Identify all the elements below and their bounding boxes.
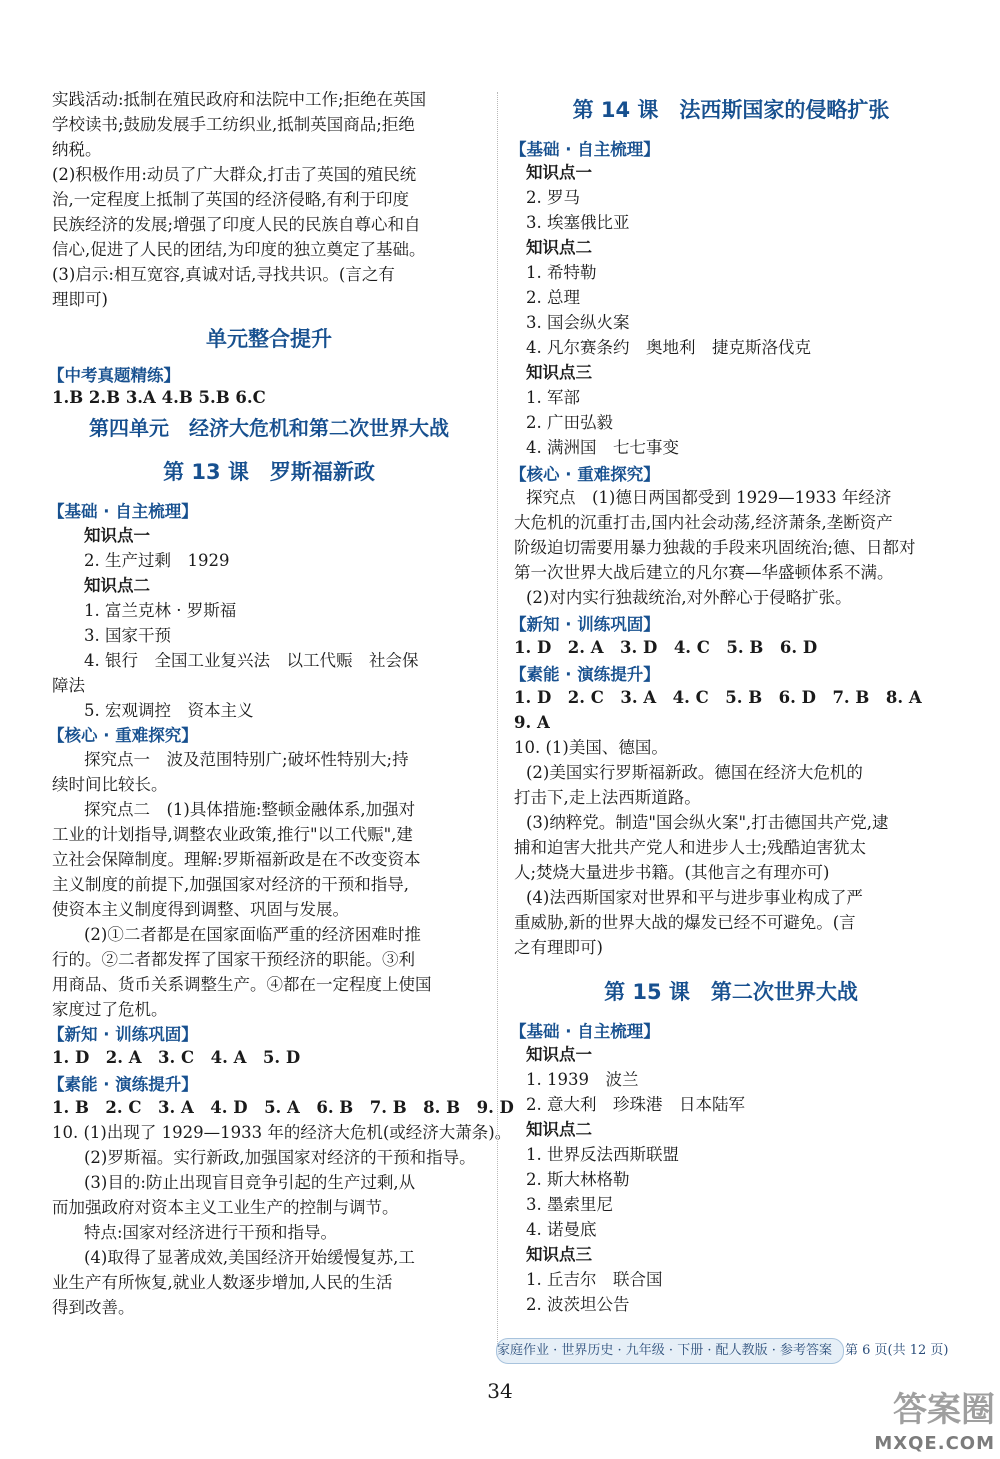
text-line: 人;焚烧大量进步书籍。(其他言之有理亦可): [514, 863, 830, 882]
text-line: 2. 总理: [526, 288, 580, 307]
text-line: 第一次世界大战后建立的凡尔赛—华盛顿体系不满。: [514, 563, 894, 582]
text-line: 5. 宏观调控 资本主义: [84, 701, 254, 720]
answer-line: 1. D 2. A 3. D 4. C 5. B 6. D: [514, 638, 818, 657]
page-number: 34: [487, 1379, 513, 1403]
text-line: 4. 诺曼底: [526, 1220, 597, 1239]
text-line: (2)对内实行独裁统治,对外醉心于侵略扩张。: [526, 588, 852, 607]
text-line: 打击下,走上法西斯道路。: [514, 788, 701, 807]
knowledge-point-heading: 知识点一: [526, 163, 592, 182]
lesson-title: 第 13 课 罗斯福新政: [163, 460, 375, 484]
text-line: 信心,促进了人民的团结,为印度的独立奠定了基础。: [52, 240, 426, 259]
text-line: 实践活动:抵制在殖民政府和法院中工作;拒绝在英国: [52, 90, 427, 109]
text-line: 用商品、货币关系调整生产。④都在一定程度上使国: [52, 975, 432, 994]
knowledge-point-heading: 知识点三: [526, 363, 592, 382]
text-line: (2)罗斯福。实行新政,加强国家对经济的干预和指导。: [84, 1148, 476, 1167]
text-line: 行的。②二者都发挥了国家干预经济的职能。③利: [52, 950, 415, 969]
text-line: 2. 广田弘毅: [526, 413, 613, 432]
text-line: (2)积极作用:动员了广大群众,打击了英国的殖民统: [52, 165, 417, 184]
text-line: 2. 波茨坦公告: [526, 1295, 630, 1314]
footer-band: 家庭作业 · 世界历史 · 九年级 · 下册 · 配人教版 · 参考答案 第 6 页(共 12 页): [496, 1338, 844, 1364]
unit-review-title: 单元整合提升: [206, 327, 332, 351]
text-line: 立社会保障制度。理解:罗斯福新政是在不改变资本: [52, 850, 421, 869]
text-line: (3)启示:相互宽容,真诚对话,寻找共识。(言之有: [52, 265, 395, 284]
text-line: (3)目的:防止出现盲目竞争引起的生产过剩,从: [84, 1173, 416, 1192]
text-line: 续时间比较长。: [52, 775, 168, 794]
text-line: 业生产有所恢复,就业人数逐步增加,人民的生活: [52, 1273, 393, 1292]
column-divider: [497, 92, 498, 1354]
text-line: 使资本主义制度得到调整、巩固与发展。: [52, 900, 349, 919]
section-tag: 【中考真题精练】: [48, 366, 180, 385]
text-line: 家度过了危机。: [52, 1000, 168, 1019]
watermark-url: MXQE.COM: [874, 1433, 995, 1454]
text-line: (3)纳粹党。制造"国会纵火案",打击德国共产党,逮: [526, 813, 889, 832]
text-line: 2. 意大利 珍珠港 日本陆军: [526, 1095, 745, 1114]
unit-title: 第四单元 经济大危机和第二次世界大战: [89, 416, 449, 440]
answer-line: 1. D 2. A 3. C 4. A 5. D: [52, 1048, 301, 1067]
section-tag: 【素能 · 演练提升】: [510, 665, 660, 684]
section-tag: 【基础 · 自主梳理】: [48, 502, 198, 521]
answer-line: 9. A: [514, 713, 550, 732]
section-tag: 【素能 · 演练提升】: [48, 1075, 198, 1094]
watermark: [785, 1390, 995, 1456]
text-line: 2. 生产过剩 1929: [84, 551, 230, 570]
knowledge-point-heading: 知识点二: [526, 238, 592, 257]
knowledge-point-heading: 知识点一: [84, 526, 150, 545]
text-line: (2)①二者都是在国家面临严重的经济困难时推: [84, 925, 421, 944]
text-line: 1. 世界反法西斯联盟: [526, 1145, 679, 1164]
text-line: 主义制度的前提下,加强国家对经济的干预和指导,: [52, 875, 409, 894]
text-line: 3. 埃塞俄比亚: [526, 213, 630, 232]
text-line: (4)取得了显著成效,美国经济开始缓慢复苏,工: [84, 1248, 415, 1267]
text-line: 1. 丘吉尔 联合国: [526, 1270, 663, 1289]
text-line: (4)法西斯国家对世界和平与进步事业构成了严: [526, 888, 863, 907]
text-line: 特点:国家对经济进行干预和指导。: [84, 1223, 338, 1242]
text-line: 阶级迫切需要用暴力独裁的手段来巩固统治;德、日都对: [514, 538, 916, 557]
text-line: 1. 富兰克林 · 罗斯福: [84, 601, 237, 620]
text-line: 治,一定程度上抵制了英国的经济侵略,有利于印度: [52, 190, 409, 209]
knowledge-point-heading: 知识点三: [526, 1245, 592, 1264]
text-line: 重威胁,新的世界大战的爆发已经不可避免。(言: [514, 913, 856, 932]
text-line: 而加强政府对资本主义工业生产的控制与调节。: [52, 1198, 399, 1217]
section-tag: 【新知 · 训练巩固】: [48, 1025, 198, 1044]
text-line: 探究点一 波及范围特别广;破坏性特别大;持: [84, 750, 409, 769]
section-tag: 【核心 · 重难探究】: [510, 465, 660, 484]
text-line: 探究点 (1)德日两国都受到 1929—1933 年经济: [526, 488, 892, 507]
knowledge-point-heading: 知识点二: [84, 576, 150, 595]
section-tag: 【核心 · 重难探究】: [48, 726, 198, 745]
answer-line: 1. D 2. C 3. A 4. C 5. B 6. D 7. B 8. A: [514, 688, 922, 707]
text-line: 4. 凡尔赛条约 奥地利 捷克斯洛伐克: [526, 338, 811, 357]
answer-line: 1.B 2.B 3.A 4.B 5.B 6.C: [52, 388, 266, 407]
text-line: 10. (1)出现了 1929—1933 年的经济大危机(或经济大萧条)。: [52, 1123, 512, 1142]
text-line: 得到改善。: [52, 1298, 135, 1317]
text-line: 2. 斯大林格勒: [526, 1170, 630, 1189]
section-tag: 【基础 · 自主梳理】: [510, 140, 660, 159]
text-line: 大危机的沉重打击,国内社会动荡,经济萧条,垄断资产: [514, 513, 893, 532]
section-tag: 【基础 · 自主梳理】: [510, 1022, 660, 1041]
text-line: 学校读书;鼓励发展手工纺织业,抵制英国商品;拒绝: [52, 115, 415, 134]
text-line: 4. 银行 全国工业复兴法 以工代赈 社会保: [84, 651, 419, 670]
text-line: 探究点二 (1)具体措施:整顿金融体系,加强对: [84, 800, 416, 819]
text-line: 捕和迫害大批共产党人和进步人士;残酷迫害犹太: [514, 838, 867, 857]
text-line: 10. (1)美国、德国。: [514, 738, 668, 757]
text-line: 理即可): [52, 290, 108, 309]
answer-line: 1. B 2. C 3. A 4. D 5. A 6. B 7. B 8. B 9. D: [52, 1098, 514, 1117]
text-line: 1. 1939 波兰: [526, 1070, 639, 1089]
text-line: 工业的计划指导,调整农业政策,推行"以工代赈",建: [52, 825, 413, 844]
watermark-logo: 答案圈: [893, 1390, 995, 1430]
text-line: (2)美国实行罗斯福新政。德国在经济大危机的: [526, 763, 863, 782]
knowledge-point-heading: 知识点一: [526, 1045, 592, 1064]
text-line: 1. 军部: [526, 388, 580, 407]
text-line: 之有理即可): [514, 938, 603, 957]
knowledge-point-heading: 知识点二: [526, 1120, 592, 1139]
lesson-title: 第 14 课 法西斯国家的侵略扩张: [572, 98, 890, 122]
text-line: 障法: [52, 676, 85, 695]
lesson-title: 第 15 课 第二次世界大战: [604, 980, 858, 1004]
text-line: 3. 国家干预: [84, 626, 171, 645]
text-line: 3. 国会纵火案: [526, 313, 630, 332]
text-line: 纳税。: [52, 140, 102, 159]
text-line: 2. 罗马: [526, 188, 580, 207]
text-line: 4. 满洲国 七七事变: [526, 438, 679, 457]
text-line: 1. 希特勒: [526, 263, 597, 282]
text-line: 3. 墨索里尼: [526, 1195, 613, 1214]
section-tag: 【新知 · 训练巩固】: [510, 615, 660, 634]
text-line: 民族经济的发展;增强了印度人民的民族自尊心和自: [52, 215, 421, 234]
